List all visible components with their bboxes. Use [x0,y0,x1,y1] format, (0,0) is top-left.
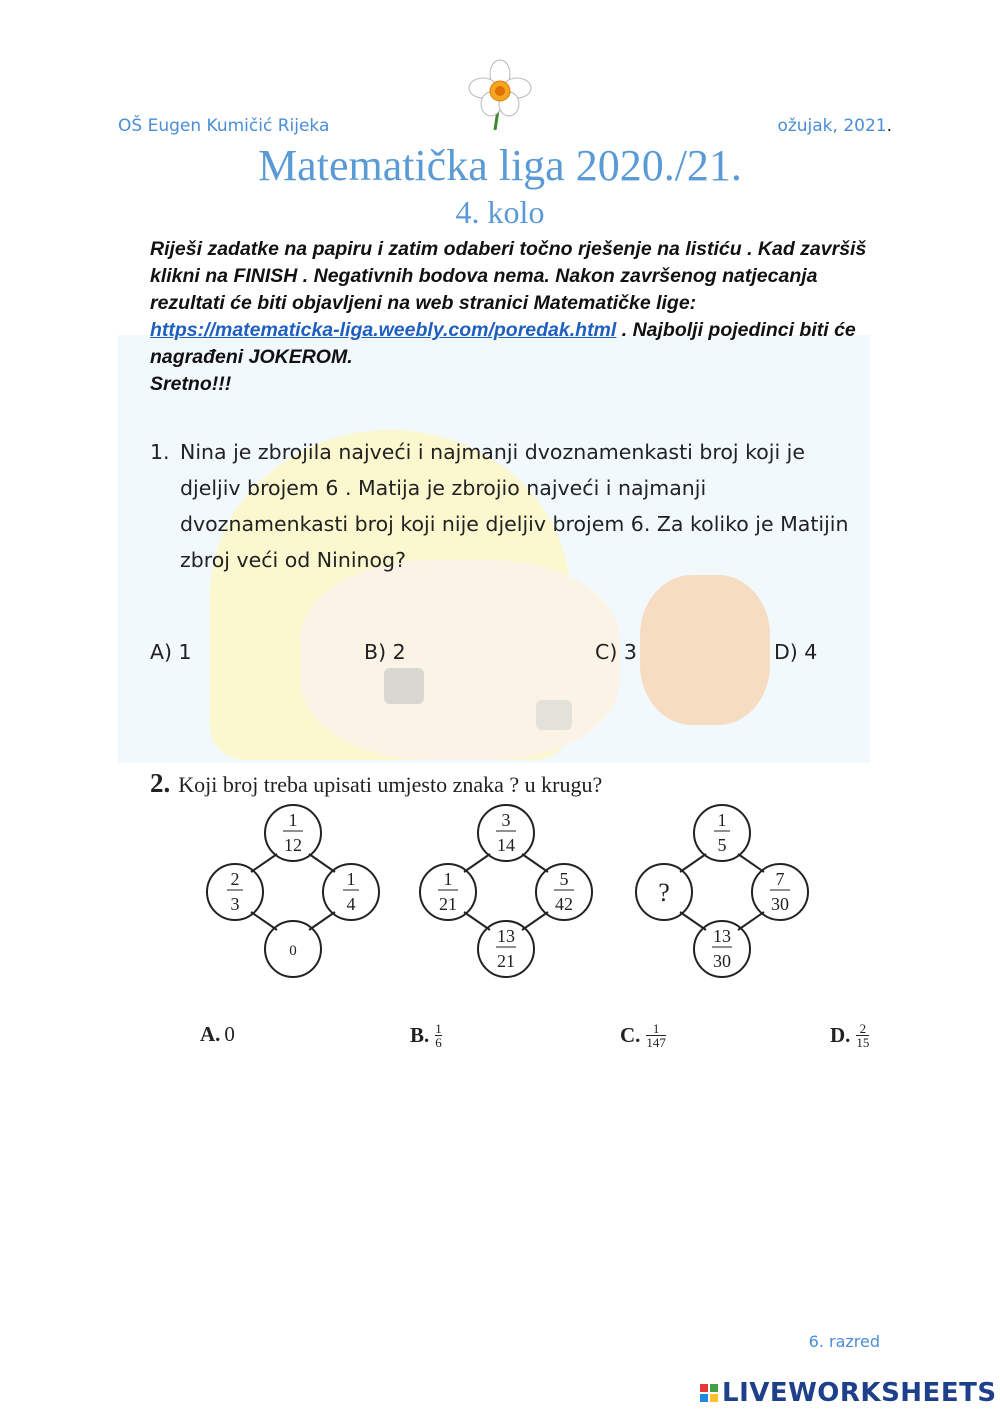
round-label: 4. kolo [455,194,545,230]
d3-bottom-den: 30 [713,951,731,971]
d2-top-den: 14 [497,835,515,855]
q2-option-d[interactable]: D. $\frac{2}{15}$ [830,1021,870,1050]
grade-label: 6. razred [808,1332,880,1351]
d2-right-num: 5 [559,869,569,889]
background-illustration-bow [640,575,770,725]
question-text: Nina je zbrojila najveći i najmanji dvoznamenkasti broj koji je djeljiv brojem 6 . Matija je zbrojio najveći i najmanji dvoznamenkasti broj koji nije djeljiv brojem 6. Za koliko je Matijin zbroj veći od Nininog? [180,440,849,572]
d1-right-num: 1 [346,869,356,889]
q1-option-d[interactable]: D) 4 [774,640,818,664]
instructions: Riješi zadatke na papiru i zatim odaberi točno rješenje na listiću . Kad završiš klikni na FINISH . Negativnih bodova nema. Nakon završenog natjecanja rezultati će biti objavljeni na web stranici Matematičke lige: https://matematicka-liga.weebly.com/poredak.html . Najbolji pojedinci biti će nagrađeni JOKEROM. Sretno!!! [150,238,867,395]
d3-bottom-num: 13 [713,926,731,946]
results-link[interactable]: https://matematicka-liga.weebly.com/poredak.html [150,319,617,341]
question-number: 1. [150,440,170,464]
d3-unknown: ? [658,878,670,907]
background-illustration-eye [536,700,572,730]
question-2 [150,768,602,799]
brand-name: LIVEWORKSHEETS [722,1378,997,1408]
d1-right-den: 4 [346,894,356,914]
liveworksheets-icon [700,1384,718,1402]
d2-top-num: 3 [501,810,511,830]
fraction-diagrams [195,800,905,990]
q1-option-a[interactable]: A) 1 [150,640,192,664]
d3-top-num: 1 [717,810,727,830]
d3-right-num: 7 [775,869,785,889]
background-illustration-eye [384,668,424,704]
d2-left-num: 1 [443,869,453,889]
question-1 [150,434,870,578]
date-label: ožujak, 2021. [777,116,892,136]
d1-top-num: 1 [288,810,298,830]
q1-option-b[interactable]: B) 2 [364,640,406,664]
d1-top-den: 12 [284,835,302,855]
d3-top-den: 5 [717,835,727,855]
d2-bottom-num: 13 [497,926,515,946]
page-title: Matematička liga 2020./21. [258,141,742,190]
background-illustration-face [300,560,620,760]
d3-right-den: 30 [771,894,789,914]
closing-text: Sretno!!! [150,373,232,395]
d2-right-den: 42 [555,894,573,914]
q2-option-c[interactable]: C. $\frac{1}{147}$ [620,1021,666,1050]
d1-left-den: 3 [230,894,240,914]
d2-left-den: 21 [439,894,457,914]
q2-option-b[interactable]: B. $\frac{1}{6}$ [410,1021,442,1050]
liveworksheets-logo[interactable] [700,1378,997,1408]
question-text: Koji broj treba upisati umjesto znaka ? u krugu? [178,772,603,797]
school-name: OŠ Eugen Kumičić Rijeka [118,116,330,136]
q1-option-c[interactable]: C) 3 [595,640,637,664]
question-number: 2. [150,768,171,798]
daffodil-icon [465,58,535,130]
q2-option-a[interactable]: A. 0 [200,1022,235,1046]
d2-bottom-den: 21 [497,951,515,971]
d1-bottom: 0 [289,943,297,959]
d1-left-num: 2 [230,869,240,889]
